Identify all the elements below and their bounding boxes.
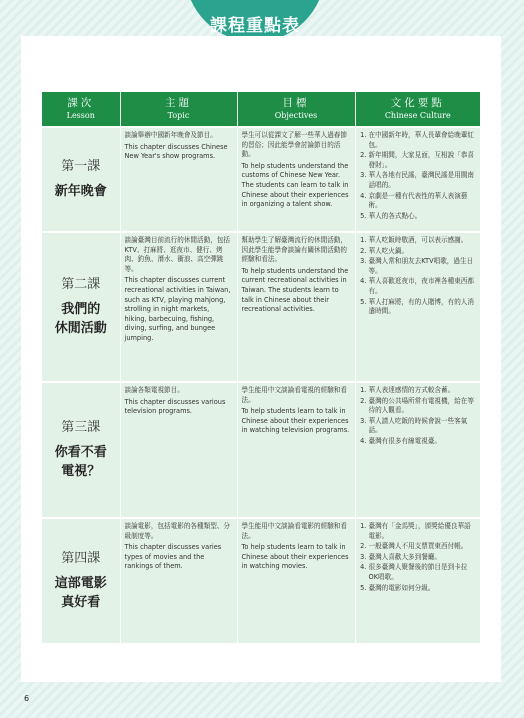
culture-list: [360, 236, 477, 317]
list-item: 2. 一般臺灣人不用支票買東西付帳。: [369, 542, 477, 552]
lesson-title: 你看不看 電視？: [54, 445, 107, 479]
table-row: [42, 127, 480, 232]
objectives-en: To help students understand the customs of Chinese New Year. The students can learn to talk in Chinese about their experiences in organizing a talent show.: [241, 161, 349, 209]
list-item: 1. 在中國新年時，華人長輩會給晚輩紅包。: [369, 131, 477, 150]
topic-cell: [120, 518, 237, 643]
objectives-en: To help students understand the current recreational activities in Taiwan. The students learn to talk in Chinese about their recreational activities.: [241, 266, 349, 314]
topic-zh: 談論電影，包括電影的各種類型、分級制度等。: [124, 522, 230, 540]
page-title: 課程重點表: [210, 16, 300, 36]
list-item: 4. 臺灣有很多有線電視臺。: [369, 437, 477, 447]
objectives-cell: [237, 382, 355, 518]
lesson-cell: [42, 127, 120, 232]
objectives-zh: 學生能用中文談論看電視的經驗和看法。: [241, 386, 347, 404]
culture-cell: [355, 232, 480, 382]
lesson-cell: [42, 518, 120, 643]
culture-list: [360, 522, 477, 593]
lesson-number: 第一課: [61, 159, 101, 174]
list-item: 4. 華人喜歡逛夜市，夜市裡各種東西都有。: [369, 277, 477, 296]
topic-zh: 談論臺灣目前流行的休閒活動，包括KTV、打麻將、逛夜市、健行、烤肉、釣魚、潛水、衝浪、高空彈跳等。: [124, 236, 230, 273]
objectives-cell: [237, 127, 355, 232]
topic-cell: [120, 127, 237, 232]
list-item: 2. 華人吃火鍋。: [369, 247, 477, 257]
list-item: 3. 華人請人吃飯的時候會說一些客氣話。: [369, 417, 477, 436]
topic-cell: [120, 232, 237, 382]
culture-cell: [355, 127, 480, 232]
culture-list: [360, 386, 477, 447]
list-item: 5. 臺灣的電影如何分級。: [369, 584, 477, 594]
topic-en: This chapter discusses various television programs.: [124, 397, 226, 416]
list-item: 3. 華人各地有民謠，臺灣民謠是用閩南話唱的。: [369, 171, 477, 190]
lesson-title: 我們的 休閒活動: [54, 302, 107, 336]
culture-cell: [355, 382, 480, 518]
topic-en: This chapter discusses Chinese New Year's show programs.: [124, 142, 228, 161]
list-item: 2. 臺灣的公共場所常有電視機，給在等待的人觀看。: [369, 397, 477, 416]
lesson-number: 第二課: [61, 277, 101, 292]
culture-cell: [355, 518, 480, 643]
objectives-zh: 學生能用中文談論看電影的經驗和看法。: [241, 522, 347, 540]
lesson-cell: [42, 382, 120, 518]
table-header-row: [42, 92, 480, 127]
lesson-number: 第四課: [61, 551, 101, 566]
topic-zh: 談論各類電視節目。: [124, 386, 184, 394]
culture-list: [360, 131, 477, 221]
topic-zh: 談論舉辦中國新年晚會及節目。: [124, 131, 217, 139]
topic-cell: [120, 382, 237, 518]
list-item: 2. 新年期間，大家見面，互相說「恭喜發財」。: [369, 151, 477, 170]
list-item: 4. 很多臺灣人聚餐後的節目是到卡拉OK唱歌。: [369, 563, 477, 582]
page-number: 6: [24, 694, 30, 703]
objectives-en: To help students learn to talk in Chinese about their experiences in watching television programs.: [241, 407, 350, 435]
objectives-cell: [237, 518, 355, 643]
table-row: [42, 518, 480, 643]
objectives-zh: 幫助學生了解臺灣流行的休閒活動，因此學生能學會談論有關休閒活動的經驗和看法。: [241, 236, 347, 264]
lesson-title: 新年晚會: [54, 184, 107, 199]
header-culture: 文化要點 Chinese Culture: [355, 92, 480, 127]
topic-en: This chapter discusses current recreational activities in Taiwan, such as KTV, playing mahjong, strolling in night markets, hiking, barbecuing, fishing, diving, surfing, and bungee jumping.: [124, 276, 231, 342]
objectives-zh: 學生可以從課文了解一些華人過春節的習俗；因此能學會討論節目的活動。: [241, 131, 347, 159]
list-item: 3. 臺灣人常和朋友去KTV唱歌，過生日等。: [369, 257, 477, 276]
lesson-number: 第三課: [61, 420, 101, 435]
list-item: 4. 京劇是一種有代表性的華人表演藝術。: [369, 192, 477, 211]
list-item: 1. 華人吃飯時敬酒，可以表示感謝。: [369, 236, 477, 246]
list-item: 1. 華人表達感情的方式較含蓄。: [369, 386, 477, 396]
list-item: 5. 華人的各式點心。: [369, 212, 477, 222]
objectives-en: To help students learn to talk in Chinese about their experiences in watching movies.: [241, 543, 349, 571]
course-summary-table: [42, 92, 480, 643]
table-row: [42, 382, 480, 518]
list-item: 5. 華人打麻將，有的人賭博，有的人消遣時間。: [369, 298, 477, 317]
header-lesson: 課次 Lesson: [42, 92, 120, 127]
table-row: [42, 232, 480, 382]
lesson-cell: [42, 232, 120, 382]
list-item: 3. 臺灣人喜歡大多到餐廳。: [369, 553, 477, 563]
list-item: 1. 臺灣有「金馬獎」，頒獎給優良華語電影。: [369, 522, 477, 541]
lesson-title: 這部電影 真好看: [54, 576, 107, 610]
header-objectives: 目標 Objectives: [237, 92, 355, 127]
objectives-cell: [237, 232, 355, 382]
page-sheet: [21, 36, 501, 682]
header-topic: 主題 Topic: [120, 92, 237, 127]
topic-en: This chapter discusses varies types of movies and the rankings of them.: [124, 543, 222, 571]
